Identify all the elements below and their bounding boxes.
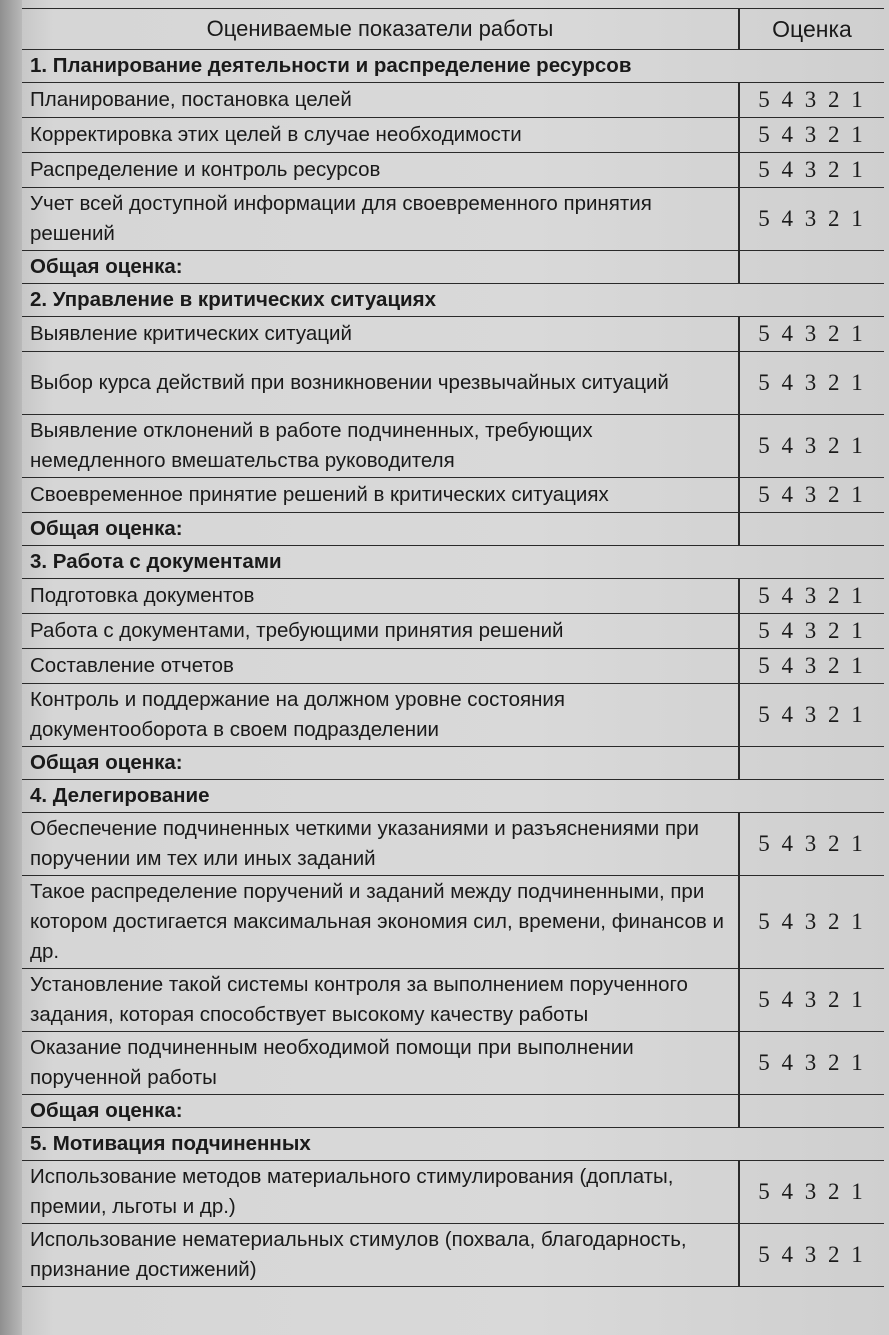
- score-scale: 5 4 3 2 1: [739, 118, 884, 153]
- indicator-text: Обеспечение подчиненных четкими указаниями и разъяснениями при поручении им тех или иных заданий: [22, 813, 739, 876]
- indicator-text: Распределение и контроль ресурсов: [22, 153, 739, 188]
- section-title: 1. Планирование деятельности и распределение ресурсов: [22, 50, 884, 83]
- score-scale: 5 4 3 2 1: [739, 415, 884, 478]
- section-row-1: [22, 50, 884, 83]
- score-scale: 5 4 3 2 1: [739, 1161, 884, 1224]
- indicator-column-header: Оцениваемые показатели работы: [22, 9, 739, 50]
- section-row-5: [22, 1128, 884, 1161]
- score-scale: 5 4 3 2 1: [739, 83, 884, 118]
- indicator-text: Учет всей доступной информации для своевременного принятия решений: [22, 188, 739, 251]
- indicator-text: Своевременное принятие решений в критических ситуациях: [22, 478, 739, 513]
- header-row: [22, 9, 884, 50]
- section-title: 5. Мотивация подчиненных: [22, 1128, 884, 1161]
- score-scale: 5 4 3 2 1: [739, 649, 884, 684]
- indicator-text: Выявление отклонений в работе подчиненных, требующих немедленного вмешательства руководителя: [22, 415, 739, 478]
- score-scale: 5 4 3 2 1: [739, 352, 884, 415]
- table-row: [22, 1032, 884, 1095]
- table-row: [22, 478, 884, 513]
- table-row: [22, 649, 884, 684]
- indicator-text: Подготовка документов: [22, 579, 739, 614]
- table-row: [22, 876, 884, 969]
- total-row: [22, 251, 884, 284]
- total-label: Общая оценка:: [22, 747, 739, 780]
- table-row: [22, 614, 884, 649]
- total-label: Общая оценка:: [22, 513, 739, 546]
- indicator-text: Составление отчетов: [22, 649, 739, 684]
- table-row: [22, 415, 884, 478]
- table-row: [22, 969, 884, 1032]
- indicator-text: Выявление критических ситуаций: [22, 317, 739, 352]
- total-label: Общая оценка:: [22, 1095, 739, 1128]
- score-scale: 5 4 3 2 1: [739, 188, 884, 251]
- table-row: [22, 188, 884, 251]
- score-scale: 5 4 3 2 1: [739, 1032, 884, 1095]
- section-row-4: [22, 780, 884, 813]
- indicator-text: Оказание подчиненным необходимой помощи при выполнении порученной работы: [22, 1032, 739, 1095]
- table-row: [22, 83, 884, 118]
- indicator-text: Использование методов материального стимулирования (доплаты, премии, льготы и др.): [22, 1161, 739, 1224]
- score-scale: 5 4 3 2 1: [739, 478, 884, 513]
- section-row-3: [22, 546, 884, 579]
- table-row: [22, 684, 884, 747]
- total-row: [22, 513, 884, 546]
- book-spine-shadow: [0, 0, 22, 1335]
- table-row: [22, 352, 884, 415]
- total-score-cell: [739, 251, 884, 284]
- evaluation-table: [22, 8, 884, 1287]
- indicator-text: Такое распределение поручений и заданий между подчиненными, при котором достигается максимальная экономия сил, времени, финансов и др.: [22, 876, 739, 969]
- table-row: [22, 579, 884, 614]
- score-scale: 5 4 3 2 1: [739, 876, 884, 969]
- indicator-text: Планирование, постановка целей: [22, 83, 739, 118]
- score-scale: 5 4 3 2 1: [739, 813, 884, 876]
- indicator-text: Использование нематериальных стимулов (похвала, благодарность, признание достижений): [22, 1224, 739, 1287]
- table-row: [22, 1161, 884, 1224]
- table-row: [22, 1224, 884, 1287]
- score-scale: 5 4 3 2 1: [739, 317, 884, 352]
- total-score-cell: [739, 513, 884, 546]
- section-title: 2. Управление в критических ситуациях: [22, 284, 884, 317]
- total-label: Общая оценка:: [22, 251, 739, 284]
- score-scale: 5 4 3 2 1: [739, 969, 884, 1032]
- score-scale: 5 4 3 2 1: [739, 1224, 884, 1287]
- score-scale: 5 4 3 2 1: [739, 614, 884, 649]
- total-score-cell: [739, 747, 884, 780]
- indicator-text: Установление такой системы контроля за выполнением порученного задания, которая способствует высокому качеству работы: [22, 969, 739, 1032]
- section-title: 4. Делегирование: [22, 780, 884, 813]
- score-scale: 5 4 3 2 1: [739, 153, 884, 188]
- total-row: [22, 1095, 884, 1128]
- score-column-header: Оценка: [739, 9, 884, 50]
- table-row: [22, 317, 884, 352]
- indicator-text: Контроль и поддержание на должном уровне состояния документооборота в своем подразделении: [22, 684, 739, 747]
- score-scale: 5 4 3 2 1: [739, 579, 884, 614]
- score-scale: 5 4 3 2 1: [739, 684, 884, 747]
- total-score-cell: [739, 1095, 884, 1128]
- indicator-text: Выбор курса действий при возникновении чрезвычайных ситуаций: [22, 352, 739, 415]
- indicator-text: Работа с документами, требующими принятия решений: [22, 614, 739, 649]
- indicator-text: Корректировка этих целей в случае необходимости: [22, 118, 739, 153]
- table-row: [22, 153, 884, 188]
- section-title: 3. Работа с документами: [22, 546, 884, 579]
- table-row: [22, 813, 884, 876]
- table-row: [22, 118, 884, 153]
- section-row-2: [22, 284, 884, 317]
- total-row: [22, 747, 884, 780]
